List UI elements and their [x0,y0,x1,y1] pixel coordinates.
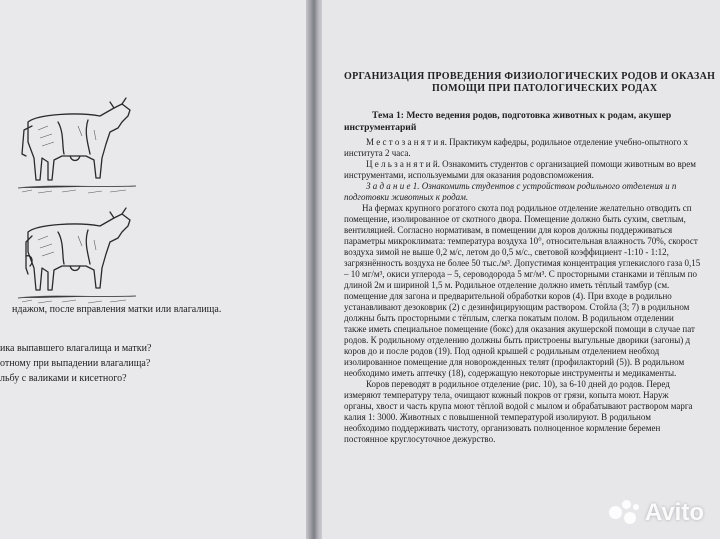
body-line: Ц е л ь з а н я т и й. Ознакомить студентов с организацией помощи животным во врем [366,159,696,169]
cow-illustration-bottom [18,204,138,308]
avito-logo-icon [609,500,639,526]
body-line: параметры микроклимата: температура воздуха 10°, относительная влажность 70%, скорост [344,236,698,246]
body-line: На фермах крупного рогатого скота под родильное отделение желательно отводить сп [362,203,692,213]
body-line: помещение, изолированное от скотного двора. Помещение должно быть сухим, светлым, [344,214,686,224]
body-line: воздуха зимой не выше 0,2 м/с, летом до 0,5 м/с., световой коэффициент -1:10 - 1:12, [344,247,669,257]
body-line: З а д а н и е 1. Ознакомить студентов с устройством родильного отделения и п [366,181,677,191]
avito-watermark [609,499,704,527]
body-line: длиной 2м и шириной 1,5 м. Родильное отделение должно иметь тёплый тамбур (см. [344,280,670,290]
body-line: инструментами, используемыми для оказания родовспоможения. [344,170,594,180]
body-line: должны быть просторными с тёплым, слегка покатым полом. В родильном отделении [344,313,674,323]
left-question-2: отному при выпадении влагалища? [0,358,151,369]
body-line: необходимо поддерживать чистоту, организовать полноценное кормление беремен [344,423,661,433]
body-line: измеряют температуру тела, очищают кожный покров от грязи, копыта моют. Наруж [344,390,669,400]
body-line: Коров переводят в родильное отделение (рис. 10), за 6-10 дней до родов. Перед [366,379,670,389]
body-line: коров до и после родов (19). Под одной крышей с родильным отделением необход [344,346,660,356]
left-question-3: льбу с валиками и кисетного? [0,373,127,384]
body-line: родов. К родильному отделению должны быть пристроены выгульные дворики (загоны) д [344,335,691,345]
body-line: института 2 часа. [344,148,411,158]
topic-heading-line-1: Тема 1: Место ведения родов, подготовка животных к родам, акушер [372,110,672,121]
left-caption-1: ндажом, после вправления матки или влагалища. [12,304,222,315]
body-line: постоянное круглосуточное дежурство. [344,434,496,444]
body-line: калия 1: 3000. Животных с повышенной температурой изолируют. В родильном [344,412,651,422]
body-line: помещение для загона и предварительной обработки коров (4). При входе в родильно [344,291,672,301]
right-page [322,0,720,539]
body-line: М е с т о з а н я т и я. Практикум кафедры, родильное отделение учебно-опытного х [366,137,688,147]
body-line: также иметь специальное помещение (бокс) для оказания акушерской помощи в случае пат [344,324,695,334]
body-line: загрязнённость воздуха не более 50 тыс./м³. Допустимая концентрация углекислого газа 0,15 [344,258,701,268]
body-line: необходимо иметь аптечку (18), содержащую некоторые инструменты и медикаменты. [344,368,677,378]
cow-illustration-top [18,96,138,200]
body-line: вентиляцией. Согласно нормативам, в помещении для коров должны поддерживаться [344,225,673,235]
chapter-title-line-2: ПОМОЩИ ПРИ ПАТОЛОГИЧЕСКИХ РОДАХ [432,83,658,94]
left-page [0,0,312,539]
body-line: – 10 мг/м³, окиси углерода – 5, сероводорода 5 мг/м³. С просторными станками и тёплым по [344,269,697,279]
body-line: органы, хвост и часть крупа моют тёплой водой с мылом и обрабатывают раствором марга [344,401,693,411]
chapter-title-line-1: ОРГАНИЗАЦИЯ ПРОВЕДЕНИЯ ФИЗИОЛОГИЧЕСКИХ РОДОВ И ОКАЗАН [344,71,716,82]
left-question-1: ика выпавшего влагалища и матки? [0,343,152,354]
body-line: изолированное помещение для новорожденных телят (профилакторий (5)). В родильном [344,357,685,367]
body-line: устанавливают дезоковрик (2) с дезинфицирующим раствором. Стойла (3; 7) в родильном [344,302,690,312]
topic-heading-line-2: инструментарий [344,122,417,133]
body-line: подготовки животных к родам. [344,192,469,202]
avito-brand-text: Avito [644,499,704,526]
